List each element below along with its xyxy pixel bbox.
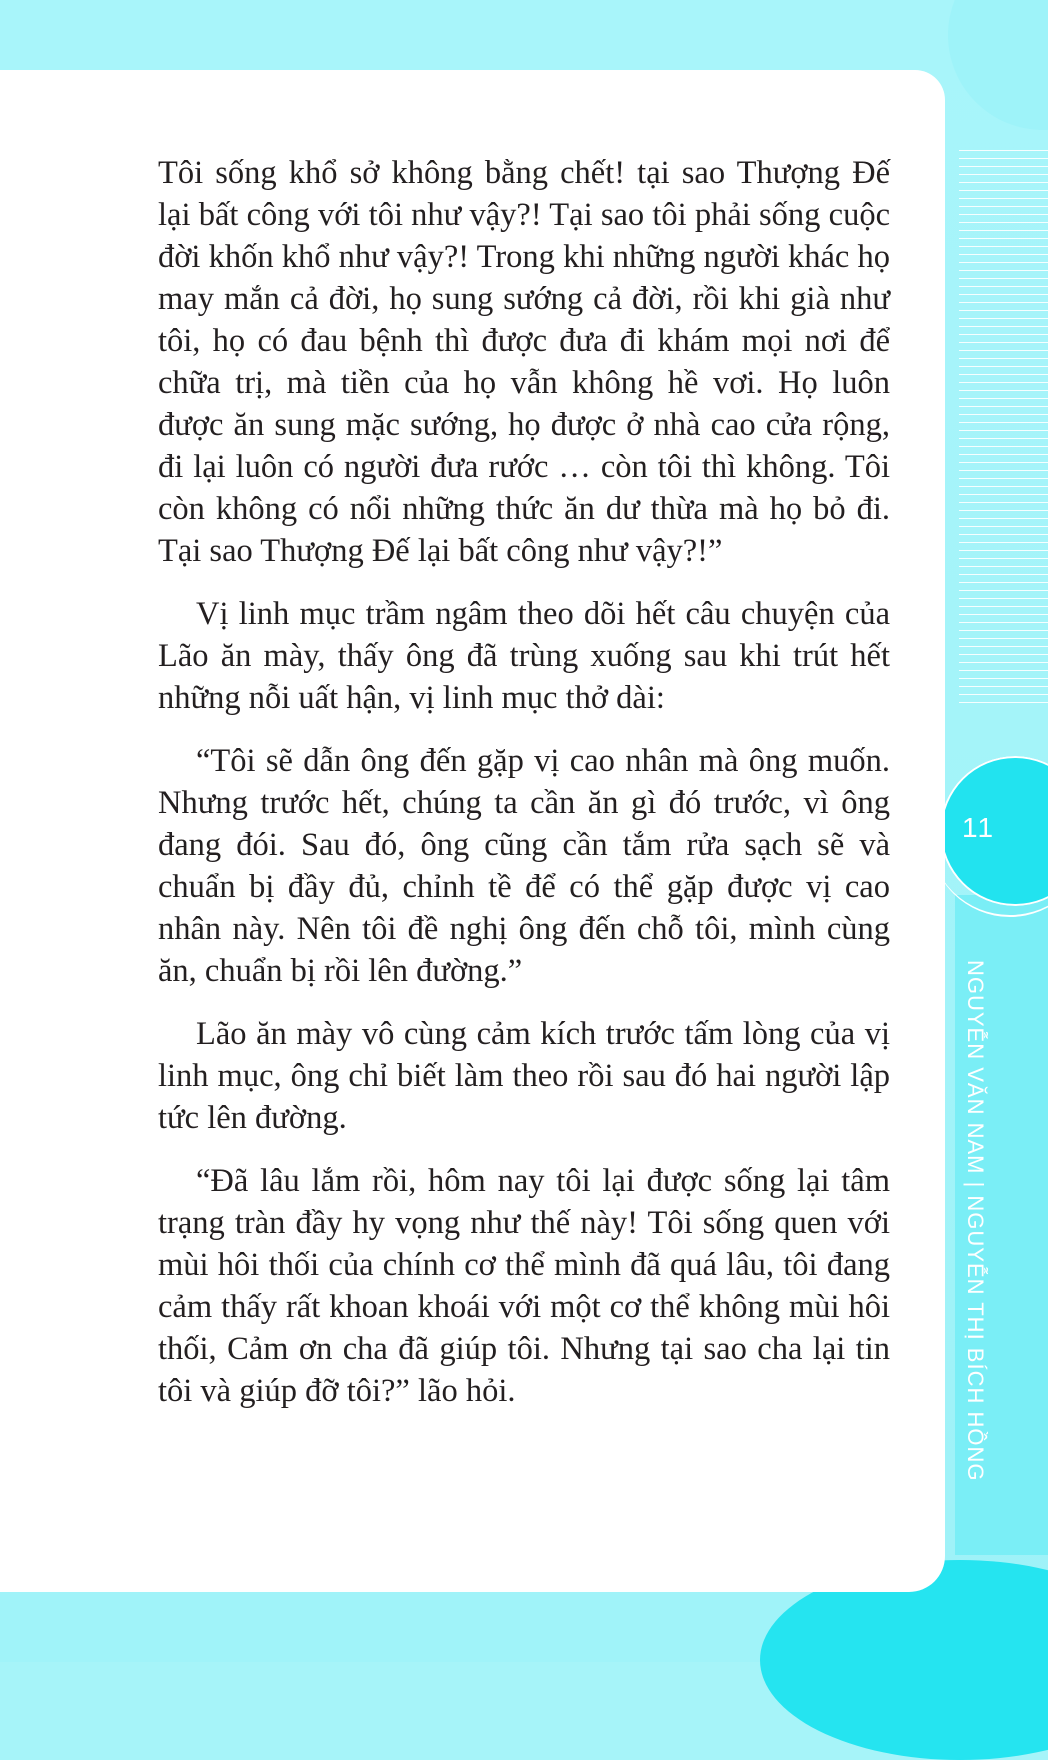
decorative-line [959, 166, 1048, 167]
decorative-line [959, 542, 1048, 543]
decorative-line [959, 390, 1048, 391]
decorative-line [959, 654, 1048, 655]
decorative-line [959, 398, 1048, 399]
decorative-line [959, 326, 1048, 327]
decorative-line [959, 566, 1048, 567]
decorative-line [959, 278, 1048, 279]
decorative-line [959, 622, 1048, 623]
decorative-line [959, 534, 1048, 535]
decorative-line [959, 430, 1048, 431]
decorative-line [959, 334, 1048, 335]
decorative-line [959, 438, 1048, 439]
decorative-line [959, 150, 1048, 151]
decorative-line [959, 662, 1048, 663]
decorative-line [959, 510, 1048, 511]
decorative-line [959, 646, 1048, 647]
decorative-line [959, 206, 1048, 207]
decorative-line [959, 342, 1048, 343]
decorative-line [959, 550, 1048, 551]
decorative-line [959, 526, 1048, 527]
decorative-line [959, 262, 1048, 263]
decorative-line [959, 222, 1048, 223]
decorative-line [959, 158, 1048, 159]
decorative-line [959, 182, 1048, 183]
decorative-line [959, 414, 1048, 415]
decorative-line [959, 470, 1048, 471]
decorative-line [959, 486, 1048, 487]
decorative-line [959, 318, 1048, 319]
decorative-line [959, 286, 1048, 287]
decorative-line [959, 174, 1048, 175]
decorative-line [959, 350, 1048, 351]
decorative-line [959, 606, 1048, 607]
decorative-line [959, 638, 1048, 639]
decorative-line [959, 494, 1048, 495]
decorative-line [959, 246, 1048, 247]
decorative-line [959, 310, 1048, 311]
paragraph: Lão ăn mày vô cùng cảm kích trước tấm lòng của vị linh mục, ông chỉ biết làm theo rồi sau đó hai người lập tức lên đường. [158, 1016, 890, 1136]
decorative-line [959, 678, 1048, 679]
decorative-lines [945, 150, 1048, 740]
decorative-line [959, 230, 1048, 231]
decorative-line [959, 574, 1048, 575]
decorative-line [959, 198, 1048, 199]
decorative-line [959, 598, 1048, 599]
paragraph: Tôi sống khổ sở không bằng chết! tại sao Thượng Đế lại bất công với tôi như vậy?! Tại sao tôi phải sống cuộc đời khốn khổ như vậy?! Trong khi những người khác họ may mắn cả đời, họ sung sướng cả đời, rồi khi già như tôi, họ có đau bệnh thì được đưa đi khám mọi nơi để chữa trị, mà tiền của họ vẫn không hề vơi. Họ luôn được ăn sung mặc sướng, họ được ở nhà cao cửa rộng, đi lại luôn có người đưa rước … còn tôi thì không. Tôi còn không có nổi những thức ăn dư thừa mà họ bỏ đi. Tại sao Thượng Đế lại bất công như vậy?!” [158, 155, 890, 569]
decorative-line [959, 702, 1048, 703]
decorative-line [959, 254, 1048, 255]
decorative-line [959, 630, 1048, 631]
decorative-line [959, 374, 1048, 375]
page-number: 11 [962, 812, 996, 843]
decorative-line [959, 238, 1048, 239]
decorative-line [959, 406, 1048, 407]
decorative-line [959, 446, 1048, 447]
decorative-line [959, 358, 1048, 359]
decorative-line [959, 686, 1048, 687]
author-names: NGUYỄN VĂN NAM | NGUYỄN THỊ BÍCH HỒNG [963, 960, 988, 1482]
decorative-line [959, 462, 1048, 463]
decorative-line [959, 694, 1048, 695]
decorative-line [959, 590, 1048, 591]
decorative-line [959, 454, 1048, 455]
body-text [158, 152, 890, 1433]
decorative-line [959, 214, 1048, 215]
decorative-line [959, 190, 1048, 191]
paragraph: Vị linh mục trầm ngâm theo dõi hết câu chuyện của Lão ăn mày, thấy ông đã trùng xuống sau khi trút hết những nỗi uất hận, vị linh mục thở dài: [158, 596, 890, 716]
decorative-line [959, 270, 1048, 271]
decorative-line [959, 670, 1048, 671]
decorative-line [959, 366, 1048, 367]
decorative-line [959, 478, 1048, 479]
decorative-line [959, 614, 1048, 615]
decorative-line [959, 294, 1048, 295]
decorative-line [959, 558, 1048, 559]
decorative-line [959, 582, 1048, 583]
decorative-line [959, 422, 1048, 423]
decorative-line [959, 302, 1048, 303]
paragraph: “Tôi sẽ dẫn ông đến gặp vị cao nhân mà ông muốn. Nhưng trước hết, chúng ta cần ăn gì đó trước, vì ông đang đói. Sau đó, ông cũng cần tắm rửa sạch sẽ và chuẩn bị đầy đủ, chỉnh tề để có thể gặp được vị cao nhân này. Nên tôi đề nghị ông đến chỗ tôi, mình cùng ăn, chuẩn bị rồi lên đường.” [158, 743, 890, 989]
decorative-line [959, 502, 1048, 503]
paragraph: “Đã lâu lắm rồi, hôm nay tôi lại được sống lại tâm trạng tràn đầy hy vọng như thế này! Tôi sống quen với mùi hôi thối của chính cơ thể mình đã quá lâu, tôi đang cảm thấy rất khoan khoái với một cơ thể không mùi hôi thối, Cảm ơn cha đã giúp tôi. Nhưng tại sao cha lại tin tôi và giúp đỡ tôi?” lão hỏi. [158, 1163, 890, 1409]
decorative-line [959, 518, 1048, 519]
decorative-line [959, 382, 1048, 383]
